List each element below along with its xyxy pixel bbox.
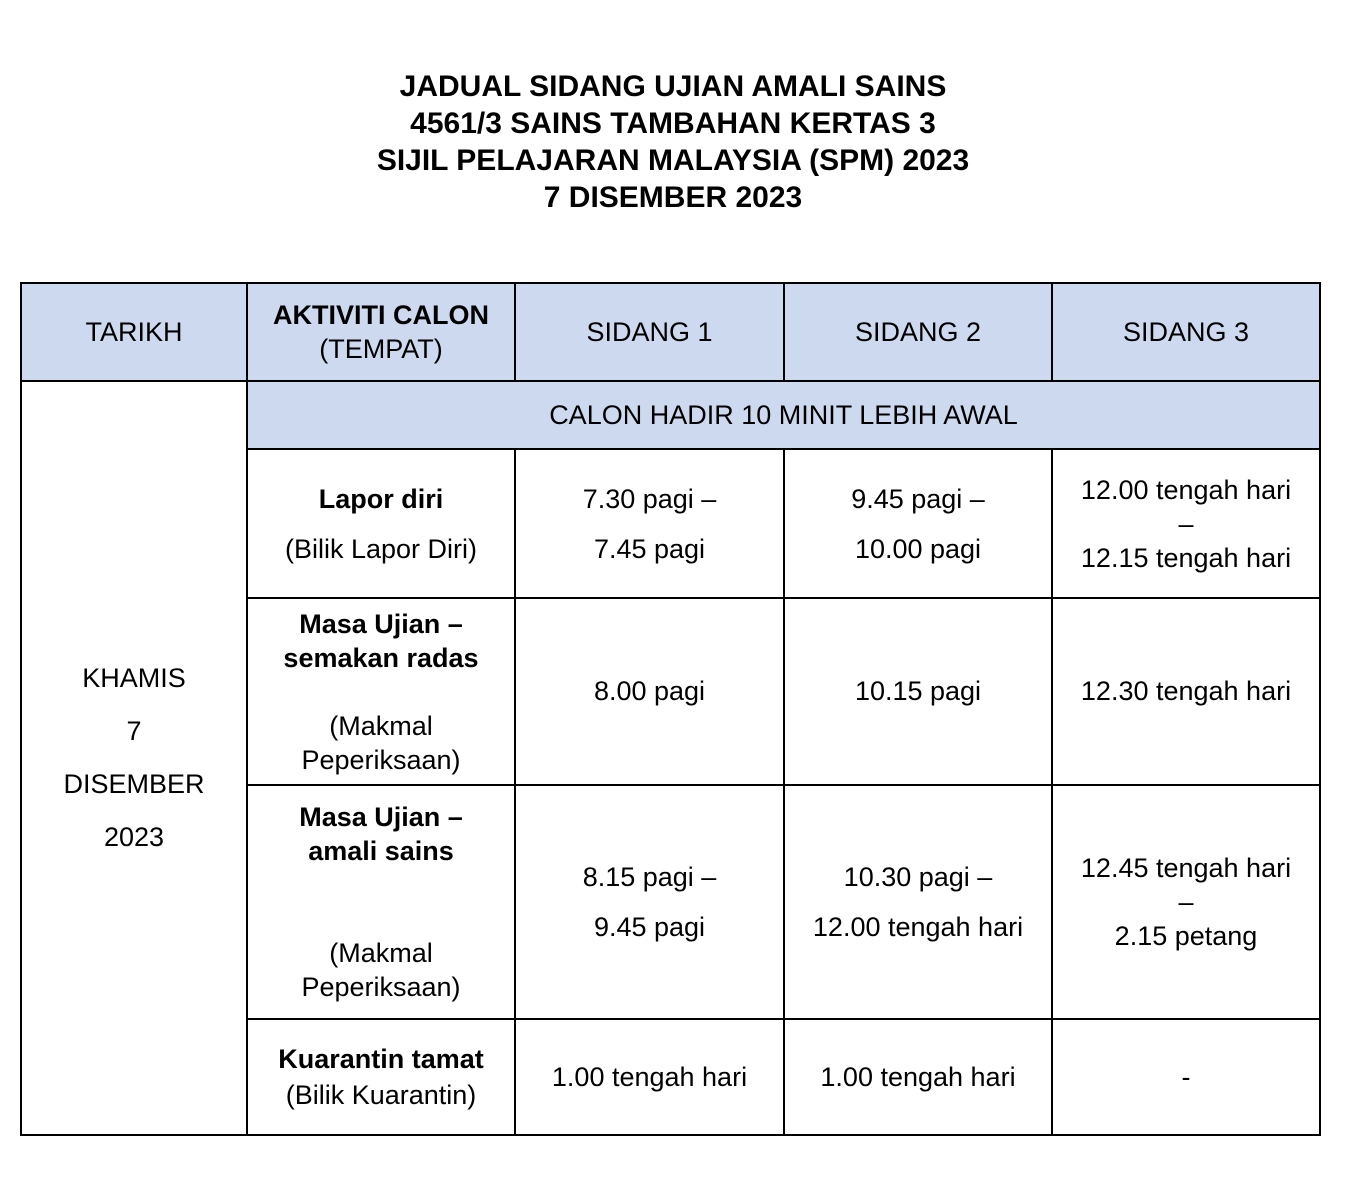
time-start: 7.30 pagi –: [582, 483, 717, 514]
title-line-4: 7 DISEMBER 2023: [543, 181, 803, 214]
date-year: 2023: [103, 822, 165, 852]
activity-place-line-2: Peperiksaan): [301, 744, 461, 775]
time-start: 12.45 tengah hari: [1080, 853, 1292, 883]
time-end: 2.15 petang: [1114, 921, 1258, 951]
sidang-3-cell: [1052, 449, 1320, 598]
sidang-2-cell: 10.15 pagi: [784, 598, 1052, 785]
sidang-3-cell: [1052, 785, 1320, 1019]
activity-place: (Bilik Kuarantin): [285, 1080, 477, 1110]
date-cell: [21, 381, 247, 1135]
sidang-1-cell: 8.00 pagi: [515, 598, 784, 785]
table-header-row: [21, 283, 1320, 381]
date-day: KHAMIS: [82, 663, 186, 693]
activity-place-line-1: (Makmal: [329, 710, 433, 741]
time-end: 9.45 pagi: [593, 912, 706, 942]
header-aktiviti: [247, 283, 515, 381]
activity-name: Lapor diri: [318, 483, 444, 514]
activity-cell: [247, 598, 515, 785]
activity-place-line-2: Peperiksaan): [301, 972, 461, 1002]
activity-cell: [247, 785, 515, 1019]
sidang-3-cell: 12.30 tengah hari: [1052, 598, 1320, 785]
activity-place-line-1: (Makmal: [329, 938, 433, 968]
header-sidang-1: SIDANG 1: [515, 283, 784, 381]
title-line-3: SIJIL PELAJARAN MALAYSIA (SPM) 2023: [376, 144, 970, 177]
header-aktiviti-sub: (TEMPAT): [319, 334, 443, 364]
time-start: 12.00 tengah hari: [1080, 474, 1292, 505]
activity-place: (Bilik Lapor Diri): [284, 533, 478, 564]
time-start: 8.15 pagi –: [582, 862, 717, 892]
document-title: [0, 68, 1346, 216]
date-month: DISEMBER: [63, 769, 205, 799]
title-line-2: 4561/3 SAINS TAMBAHAN KERTAS 3: [410, 107, 936, 140]
sidang-1-cell: [515, 785, 784, 1019]
sidang-2-cell: [784, 785, 1052, 1019]
notice-row: [21, 381, 1320, 449]
header-tarikh: TARIKH: [21, 283, 247, 381]
activity-cell: [247, 449, 515, 598]
header-aktiviti-label: AKTIVITI CALON: [273, 300, 489, 330]
time-dash: –: [1178, 887, 1194, 917]
activity-name-line-2: semakan radas: [283, 642, 479, 673]
time-start: 10.30 pagi –: [843, 862, 993, 892]
sidang-3-cell: -: [1052, 1019, 1320, 1135]
time-end: 12.00 tengah hari: [812, 912, 1024, 942]
time-start: 9.45 pagi –: [851, 483, 985, 514]
activity-name-line-2: amali sains: [308, 836, 454, 866]
sidang-1-cell: 1.00 tengah hari: [515, 1019, 784, 1135]
sidang-2-cell: [784, 449, 1052, 598]
time-end: 10.00 pagi: [854, 533, 982, 564]
activity-name: Kuarantin tamat: [278, 1044, 484, 1074]
time-dash: –: [1178, 508, 1194, 539]
activity-cell: [247, 1019, 515, 1135]
title-line-1: JADUAL SIDANG UJIAN AMALI SAINS: [399, 70, 947, 103]
sidang-2-cell: 1.00 tengah hari: [784, 1019, 1052, 1135]
sidang-1-cell: [515, 449, 784, 598]
activity-name-line-1: Masa Ujian –: [299, 802, 463, 832]
schedule-table: [20, 282, 1321, 1136]
date-number: 7: [126, 716, 142, 746]
notice-cell: CALON HADIR 10 MINIT LEBIH AWAL: [247, 381, 1320, 449]
time-end: 12.15 tengah hari: [1080, 542, 1292, 573]
time-end: 7.45 pagi: [593, 533, 706, 564]
header-sidang-3: SIDANG 3: [1052, 283, 1320, 381]
header-sidang-2: SIDANG 2: [784, 283, 1052, 381]
activity-name-line-1: Masa Ujian –: [299, 608, 463, 639]
